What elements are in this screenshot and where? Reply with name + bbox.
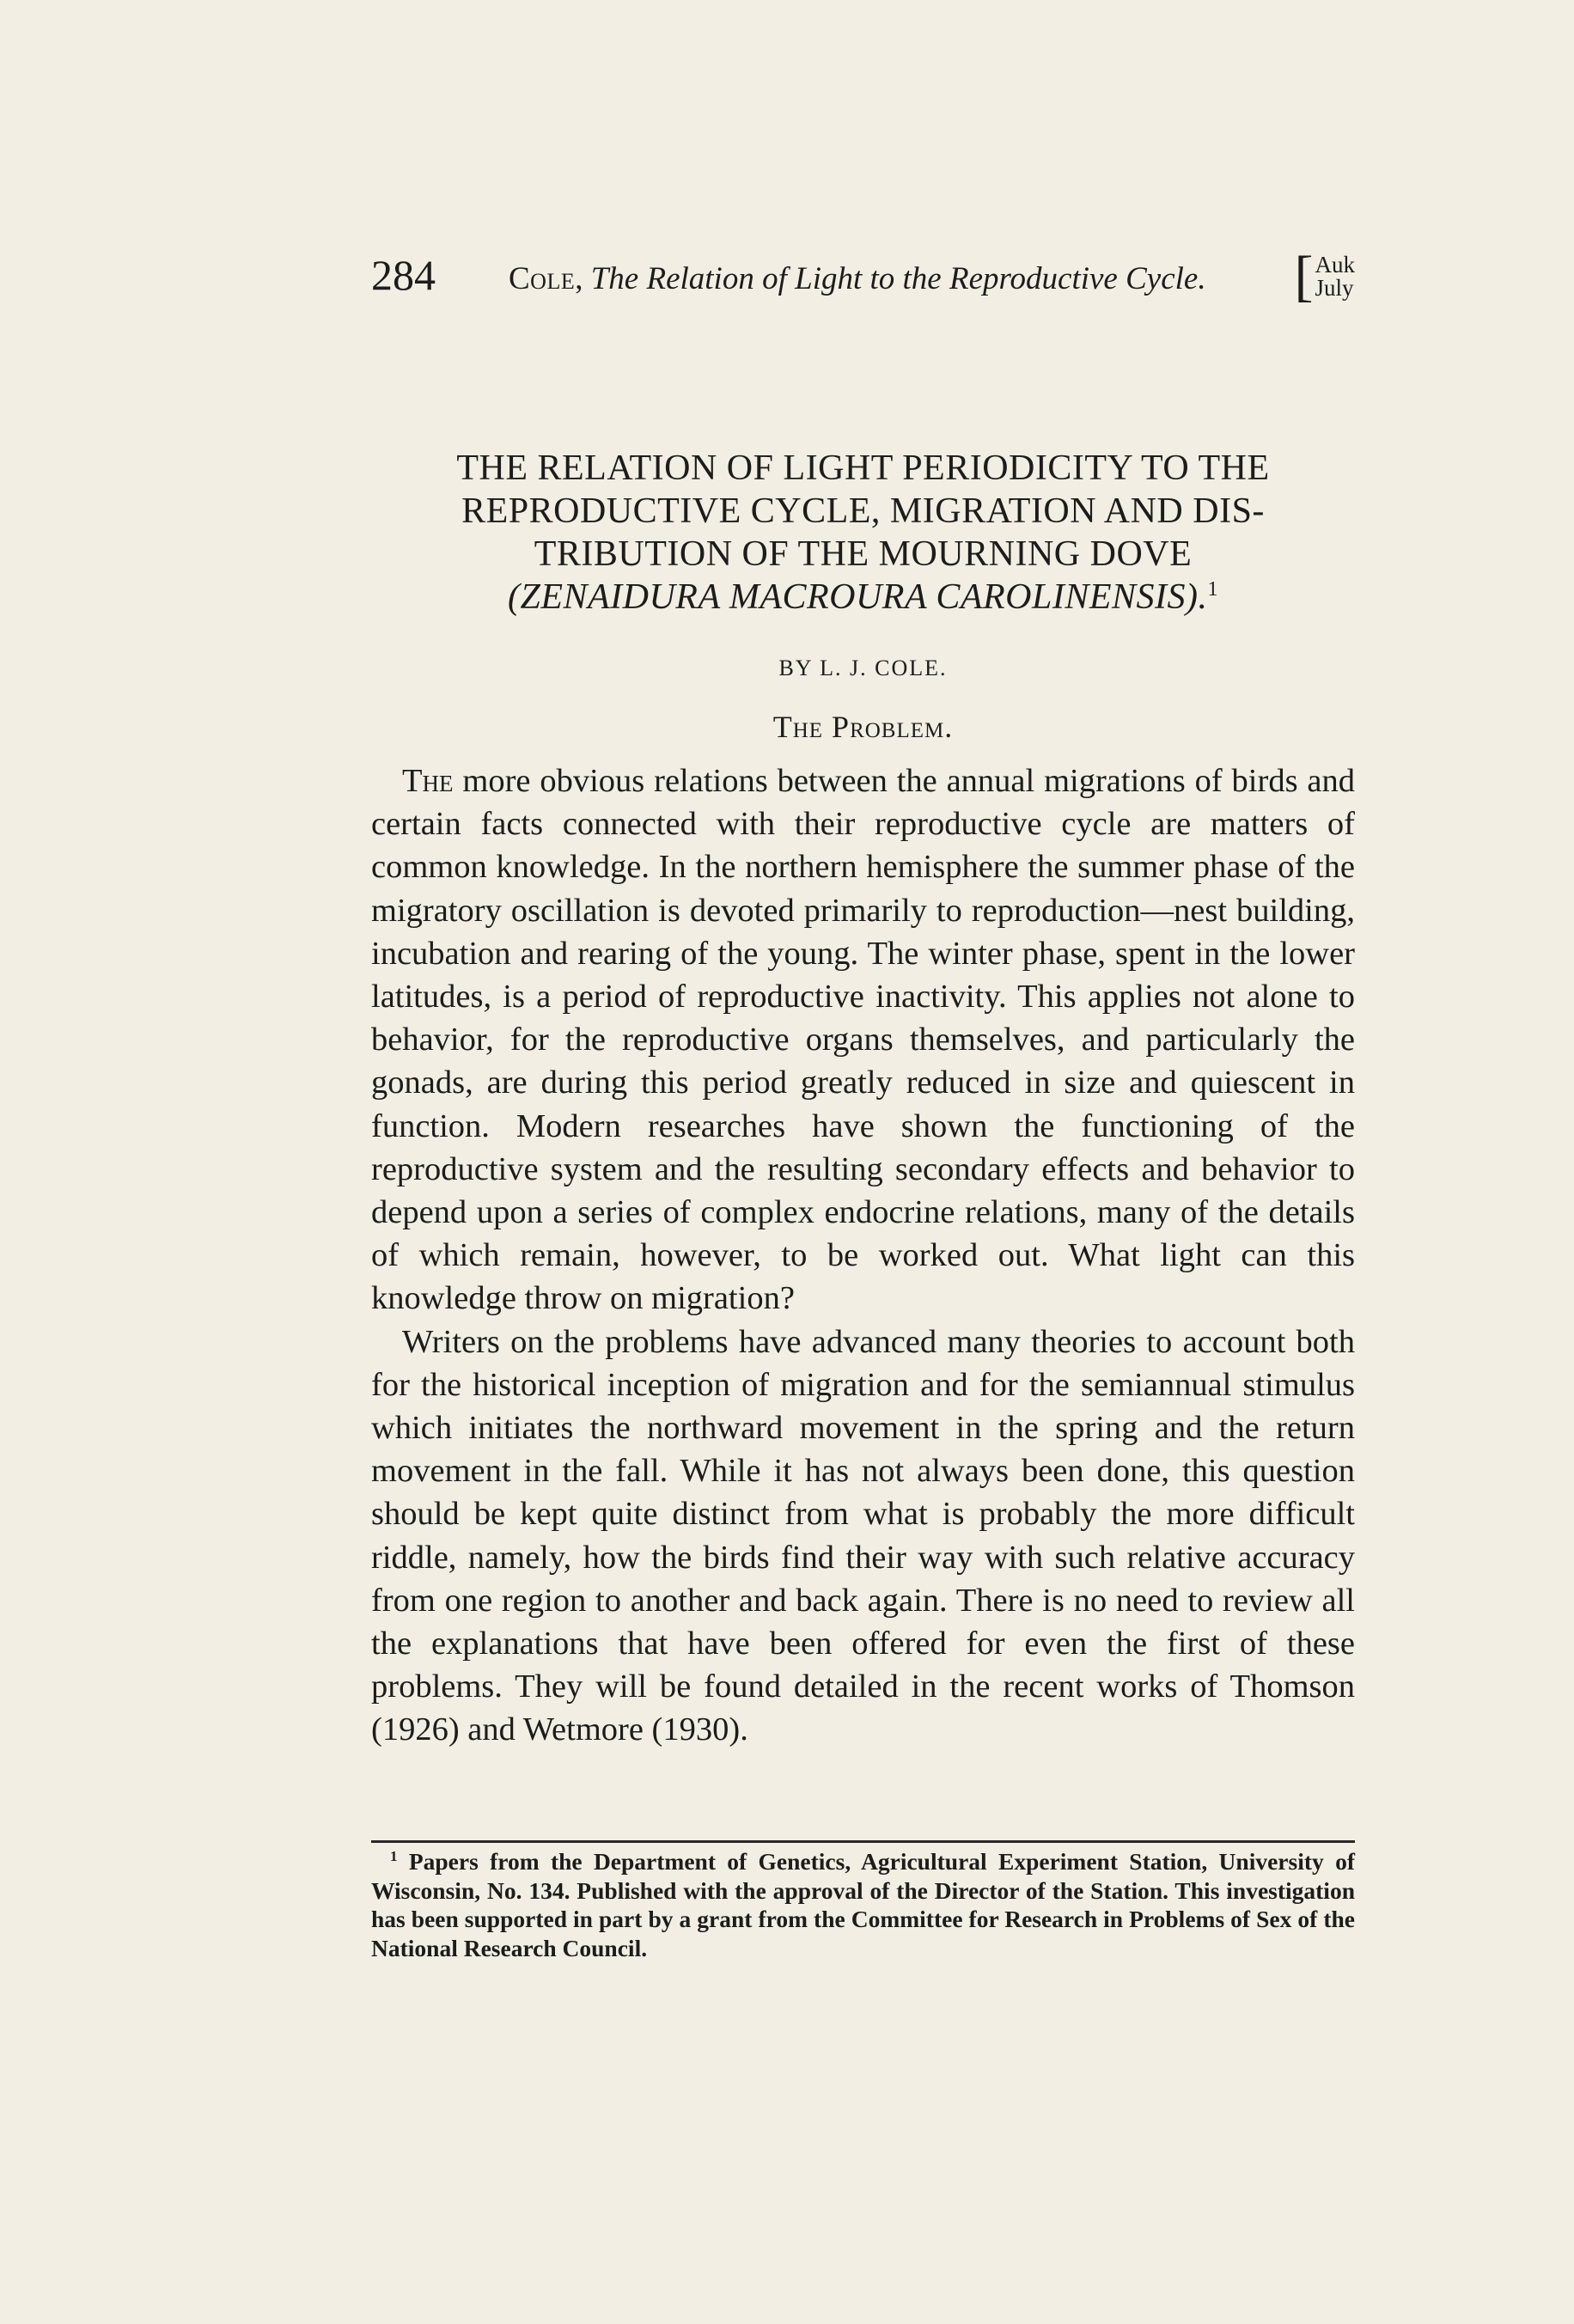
- footnote-divider: [371, 1840, 1355, 1843]
- footnote-mark: 1: [390, 1847, 398, 1864]
- paragraph-2: Writers on the problems have advanced many theories to account both for the historical inception of migration and for the semiannual stimulus which initiates the northward movement in the spring and the return movement in the fall. While it has not always been done, this question should be kept quite distinct from what is probably the more difficult riddle, namely, how the birds find their way with such relative accuracy from one region to another and back again. There is no need to review all the explanations that have been offered for even the first of these problems. They will be found detailed in the recent works of Thomson (1926) and Wetmore (1930).: [371, 1323, 1355, 1748]
- article-title: [371, 447, 1355, 619]
- running-author: Cole: [509, 261, 576, 296]
- section-heading: The Problem.: [772, 710, 954, 744]
- species-name: (ZENAIDURA MACROURA CAROLINENSIS).: [507, 577, 1208, 617]
- footnote: [371, 1847, 1355, 1962]
- title-line-2: REPRODUCTIVE CYCLE, MIGRATION AND DIS-: [461, 491, 1265, 531]
- page-number: 284: [371, 251, 436, 299]
- body-text: [371, 759, 1355, 1752]
- journal-stack: [1315, 253, 1356, 300]
- title-line-1: THE RELATION OF LIGHT PERIODICITY TO THE: [456, 448, 1270, 488]
- running-article-title: The Relation of Light to the Reproductive Cycle.: [590, 261, 1206, 296]
- paragraph-1: [371, 759, 1355, 1321]
- title-footnote-mark: 1: [1207, 578, 1219, 601]
- journal-reference: [1294, 245, 1355, 308]
- running-title: Cole, The Relation of Light to the Reproductive Cycle.: [509, 261, 1206, 296]
- paragraph-1-lead: The: [402, 763, 454, 799]
- journal-bracket: [: [1294, 245, 1314, 308]
- paragraph-1-text: more obvious relations between the annual migrations of birds and certain facts connected with their reproductive cycle are matters of common knowledge. In the northern hemisphere the summer phase of the migratory oscillation is devoted primarily to reproduction—nest building, incubation and rearing of the young. The winter phase, spent in the lower latitudes, is a period of reproductive inactivity. This applies not alone to behavior, for the reproductive organs themselves, and particularly the gonads, are during this period greatly reduced in size and quiescent in function. Modern researches have shown the functioning of the reproductive system and the resulting secondary effects and behavior to depend upon a series of complex endocrine relations, many of the details of which remain, however, to be worked out. What light can this knowledge throw on migration?: [371, 763, 1356, 1317]
- running-head: [371, 245, 1355, 309]
- byline: BY L. J. COLE.: [778, 656, 948, 680]
- title-line-4: [371, 576, 1355, 619]
- title-line-3: TRIBUTION OF THE MOURNING DOVE: [534, 534, 1193, 574]
- journal-issue: July: [1315, 275, 1354, 301]
- journal-name: Auk: [1315, 252, 1355, 278]
- footnote-text: Papers from the Department of Genetics, Agricultural Experiment Station, University of Wisconsin, No. 134. Published with the approval of the Director of the Station. This investigation has been supported in part by a grant from the Committee for Research in Problems of Sex of the National Research Council.: [371, 1848, 1355, 1961]
